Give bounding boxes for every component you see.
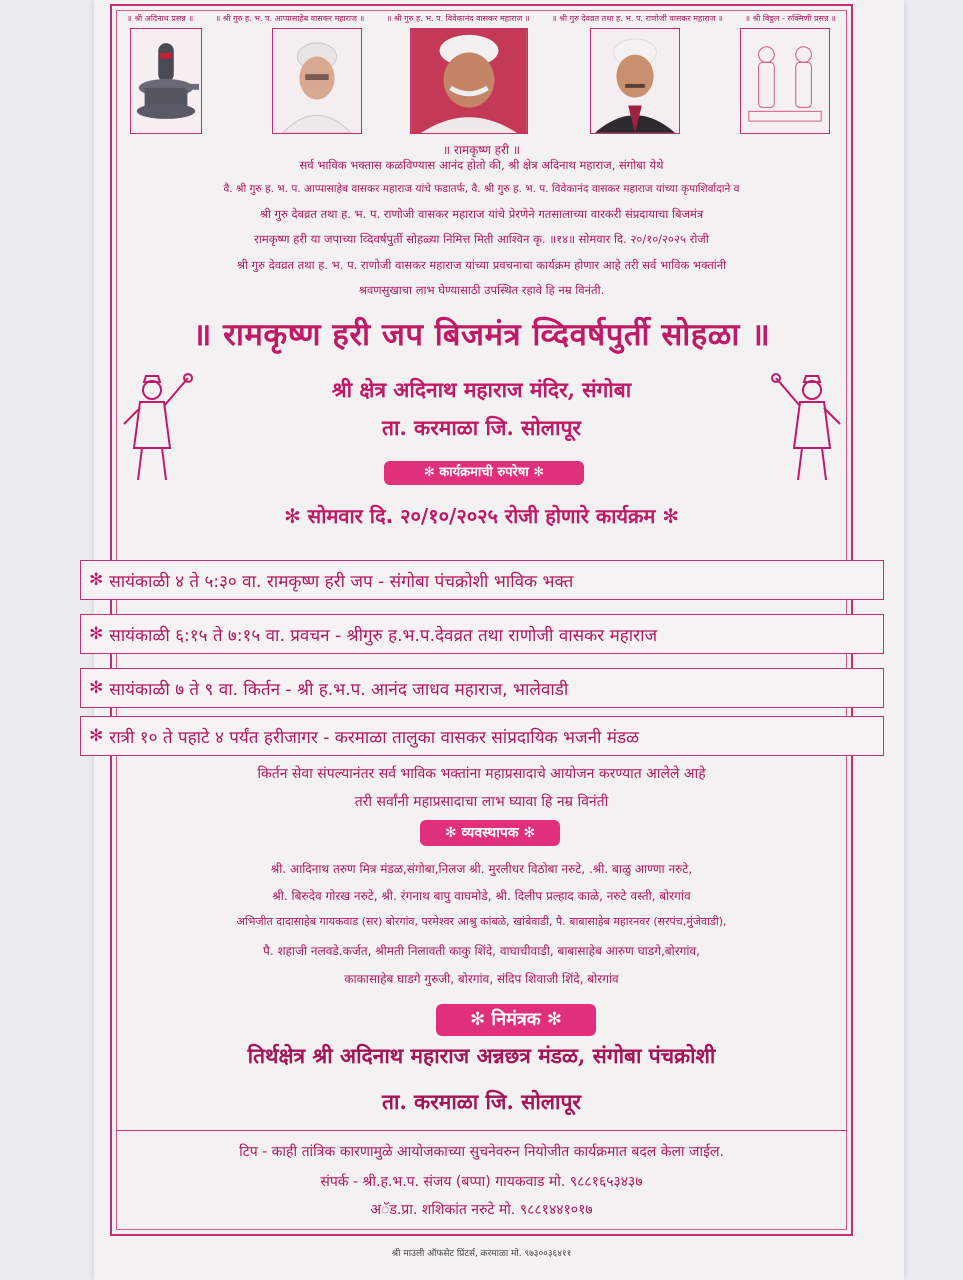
intro-line: सर्व भाविक भक्तास कळविण्यास आनंद होतो की, श्री क्षेत्र अदिनाथ महाराज, संगोबा येथे bbox=[299, 158, 664, 172]
host-address: ता. करमाळा जि. सोलापूर bbox=[382, 1089, 581, 1114]
note-line: टिप - काही तांत्रिक कारणामुळे आयोजकाच्या सुचनेवरुन नियोजीत कार्यक्रमात बदल केला जाईल. bbox=[239, 1144, 724, 1160]
host-name: तिर्थक्षेत्र श्री अदिनाथ महाराज अन्नछत्र मंडळ, संगोबा पंचक्रोशी bbox=[247, 1043, 716, 1068]
program-row bbox=[80, 560, 884, 600]
top-strip bbox=[116, 10, 847, 26]
organizer-line: काकासाहेब घाडगे गुरुजी, बोरगांव, संदिप शिवाजी शिंदे, बोरगांव bbox=[344, 972, 619, 986]
top-strip-item: ॥ श्री गुरु देवव्रत तथा ह. भ. प. राणोजी वासकर महाराज ॥ bbox=[551, 13, 723, 23]
program-row bbox=[80, 668, 884, 708]
program-text: सायंकाळी ४ ते ५:३० वा. रामकृष्ण हरी जप - संगोबा पंचक्रोशी भाविक भक्त bbox=[109, 571, 574, 592]
organizer-line: श्री. बिरुदेव गोरख नरुटे, श्री. रंगनाथ बापु वाघमोडे, श्री. दिलीप प्रल्हाद काळे, नरुटे वस्ती, बोरगांव bbox=[272, 889, 691, 903]
intro-line: रामकृष्ण हरी या जपाच्या व्दिवर्षपुर्ती सोहळ्या निमित्त मिती आश्विन कृ. ॥१४॥ सोमवार दि. २०/१०/२०२५ रोजी bbox=[254, 232, 709, 246]
portrait-image-2 bbox=[410, 28, 528, 134]
shivling-image bbox=[130, 28, 202, 134]
program-text: सायंकाळी ६:१५ ते ७:१५ वा. प्रवचन - श्रीगुरु ह.भ.प.देवव्रत तथा राणोजी वासकर महाराज bbox=[109, 625, 658, 646]
day-line: ✻ सोमवार दि. २०/१०/२०२५ रोजी होणारे कार्यक्रम ✻ bbox=[283, 504, 680, 528]
contact-line: संपर्क - श्री.ह.भ.प. संजय (बप्पा) गायकवाड मो. ९८८१६५३४३७ bbox=[320, 1174, 643, 1190]
star-icon: ✻ bbox=[89, 726, 104, 746]
contact-line: अॅड.प्रा. शशिकांत नरुटे मो. ९८८१४४१०१७ bbox=[370, 1202, 593, 1218]
main-title: ॥ रामकृष्ण हरी जप बिजमंत्र व्दिवर्षपुर्ती सोहळा ॥ bbox=[192, 317, 771, 353]
mahaprasad-line: किर्तन सेवा संपल्यानंतर सर्व भाविक भक्तांना महाप्रसादाचे आयोजन करण्यात आलेले आहे bbox=[257, 766, 706, 782]
top-strip-item: ॥ श्री अदिनाथ प्रसन्न ॥ bbox=[127, 13, 194, 23]
vitthal-rukmini-image bbox=[740, 28, 830, 134]
venue-line: ता. करमाळा जि. सोलापूर bbox=[382, 415, 581, 440]
top-strip-item: ॥ श्री गुरु ह. भ. प. विवेकानंद वासकर महाराज ॥ bbox=[386, 13, 530, 23]
portrait-image-3 bbox=[590, 28, 680, 134]
program-text: रात्री १० ते पहाटे ४ पर्यंत हरीजागर - करमाळा तालुका वासकर सांप्रदायिक भजनी मंडळ bbox=[109, 727, 640, 748]
top-strip-item: ॥ श्री विठ्ठल - रुक्मिणी प्रसन्न ॥ bbox=[745, 13, 836, 23]
intro-line: श्रवणसुखाचा लाभ घेण्यासाठी उपस्थित रहावे हि नम्र विनंती. bbox=[358, 283, 605, 297]
outline-label: ✻ कार्यक्रमाची रुपरेषा ✻ bbox=[384, 461, 584, 485]
venue-line: श्री क्षेत्र अदिनाथ महाराज मंदिर, संगोबा bbox=[331, 377, 632, 402]
header-chant: ॥ रामकृष्ण हरी ॥ bbox=[442, 143, 521, 157]
organizer-line: श्री. आदिनाथ तरुण मित्र मंडळ,संगोबा,निलज श्री. मुरलीधर विठोबा नरुटे, .श्री. बाळु आण्णा नरुटे, bbox=[270, 862, 693, 876]
printer-credit: श्री माउली ऑफसेट प्रिंटर्स, करमाळा मो. ९७३००३६४११ bbox=[391, 1249, 572, 1259]
star-icon: ✻ bbox=[89, 678, 104, 698]
star-icon: ✻ bbox=[89, 624, 104, 644]
footer-divider bbox=[116, 1130, 847, 1131]
program-row bbox=[80, 614, 884, 654]
organizers-label: ✻ व्यवस्थापक ✻ bbox=[420, 820, 560, 846]
organizer-line: पै. शहाजी नलवडे.कर्जत, श्रीमती निलावती काकु शिंदे, वाघाचीवाडी, बाबासाहेब आरुण घाडगे,बोरगांव, bbox=[263, 944, 700, 958]
program-text: सायंकाळी ७ ते ९ वा. किर्तन - श्री ह.भ.प. आनंद जाधव महाराज, भालेवाडी bbox=[109, 679, 569, 700]
intro-line: वै. श्री गुरु ह. भ. प. आप्पासाहेब वासकर महाराज यांचे फडातर्फ, वै. श्री गुरु ह. भ. प. विवेकानंद वासकर महाराज यांच्या कृपाशिर्वादाने व bbox=[223, 183, 740, 195]
intro-line: श्री गुरु देवव्रत तथा ह. भ. प. राणोजी वासकर महाराज यांचे प्रेरणेने गतसालाच्या वारकरी संप्रदायाचा बिजमंत्र bbox=[259, 207, 704, 221]
top-strip-item: ॥ श्री गुरु ह. भ. प. आप्पासाहेब वासकर महाराज ॥ bbox=[215, 13, 365, 23]
program-row bbox=[80, 716, 884, 756]
host-label: ✻ निमंत्रक ✻ bbox=[436, 1004, 596, 1036]
mahaprasad-line: तरी सर्वांनी महाप्रसादाचा लाभ घ्यावा हि नम्र विनंती bbox=[354, 794, 609, 810]
intro-line: श्री गुरु देवव्रत तथा ह. भ. प. राणोजी वासकर महाराज यांच्या प्रवचनाचा कार्यक्रम होणार आहे तरी सर्व भाविक भक्तांनी bbox=[236, 258, 727, 272]
star-icon: ✻ bbox=[89, 570, 104, 590]
portrait-image-1 bbox=[272, 28, 362, 134]
organizer-line: अभिजीत दादासाहेब गायकवाड (सर) बोरगांव, परमेश्वर आश्रु कांबळे, खांबेवाडी, पै. बाबासाहेब महारनवर (सरपंच,मुंजेवाडी), bbox=[236, 915, 727, 928]
